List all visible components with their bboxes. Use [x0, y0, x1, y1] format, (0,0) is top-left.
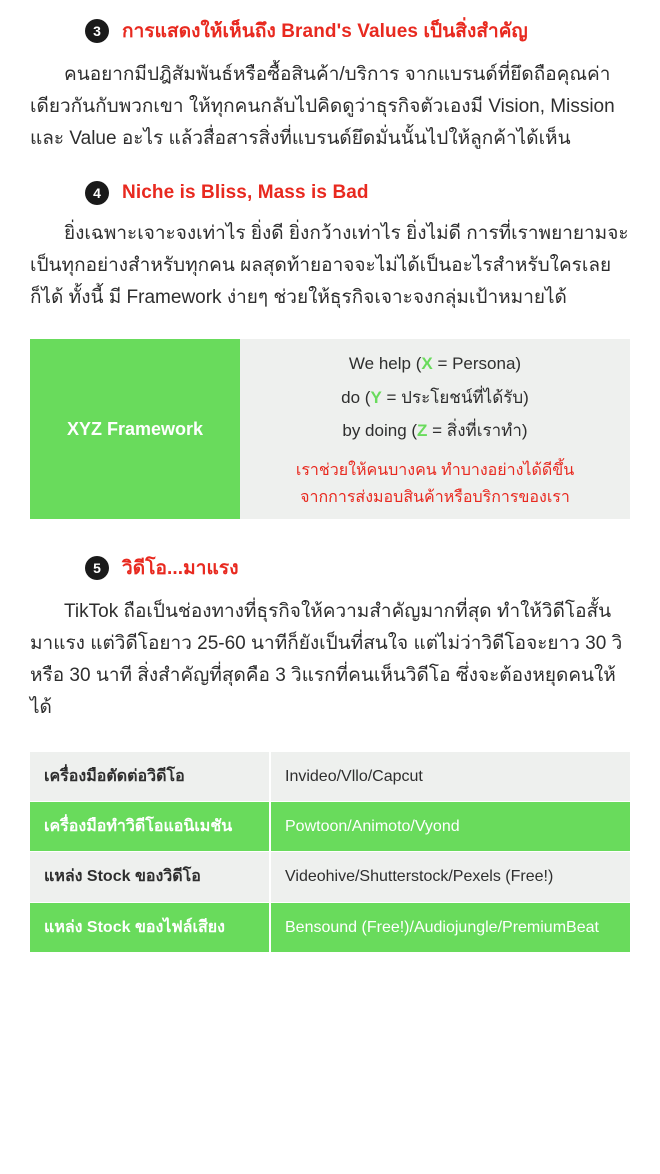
xyz-line-y-suffix: = ประโยชน์ที่ได้รับ) [381, 387, 529, 407]
xyz-variable-y: Y [370, 387, 382, 407]
section-heading-5 [30, 553, 630, 583]
table-cell-category: เครื่องมือทำวิดีโอแอนิเมชัน [30, 802, 270, 852]
section-paragraph-3: คนอยากมีปฎิสัมพันธ์หรือซื้อสินค้า/บริการ จากแบรนด์ที่ยึดถือคุณค่าเดียวกันกับพวกเขา ให้ทุกคนกลับไปคิดดูว่าธุรกิจตัวเองมี Vision, Mission และ Value อะไร แล้วสื่อสารสิ่งที่แบรนด์ยึดมั่นนั้นไปให้ลูกค้าได้เห็น [30, 64, 615, 149]
table-cell-tools: Videohive/Shutterstock/Pexels (Free!) [270, 852, 630, 902]
xyz-line-y-prefix: do ( [341, 387, 371, 407]
xyz-note-line-1: เราช่วยให้คนบางคน ทำบางอย่างได้ดีขึ้น [295, 461, 575, 479]
table-cell-tools: Bensound (Free!)/Audiojungle/PremiumBeat [270, 902, 630, 952]
table-cell-category: แหล่ง Stock ของวิดีโอ [30, 852, 270, 902]
video-tools-table [30, 752, 630, 953]
xyz-line-x-suffix: = Persona) [432, 354, 522, 374]
spacer [30, 155, 630, 181]
xyz-framework-label-cell [30, 339, 240, 519]
section-title: การแสดงให้เห็นถึง Brand's Values เป็นสิ่งสำคัญ [122, 21, 528, 42]
xyz-framework-label: XYZ Framework [66, 418, 204, 439]
xyz-line-z-prefix: by doing ( [342, 421, 418, 441]
spacer [30, 0, 630, 16]
table-cell-category: แหล่ง Stock ของไฟล์เสียง [30, 902, 270, 952]
table-row [30, 902, 630, 952]
section-heading-3 [30, 16, 630, 46]
section-number-badge: 4 [85, 181, 109, 205]
xyz-line-x-prefix: We help ( [348, 354, 422, 374]
xyz-variable-z: Z [417, 421, 428, 441]
section-number-badge: 5 [85, 556, 109, 580]
section-title: วิดีโอ...มาแรง [122, 558, 239, 580]
xyz-line-y [341, 382, 529, 413]
table-cell-tools: Invideo/Vllo/Capcut [270, 752, 630, 802]
table-row [30, 852, 630, 902]
xyz-framework-panel [30, 339, 630, 519]
xyz-line-x [349, 348, 521, 379]
section-paragraph-5: TikTok ถือเป็นช่องทางที่ธุรกิจให้ความสำคัญมากที่สุด ทำให้วิดีโอสั้นมาแรง แต่วิดีโอยาว 25-60 นาทีก็ยังเป็นที่สนใจ แต่ไม่ว่าวิดีโอจะยาว 30 วิ หรือ 30 นาที สิ่งสำคัญที่สุดคือ 3 วิแรกที่คนเห็นวิดีโอ ซึ่งจะต้องหยุดคนให้ได้ [30, 601, 623, 719]
xyz-line-z-suffix: = สิ่งที่เราทำ) [427, 421, 528, 441]
xyz-note-line-2: จากการส่งมอบสินค้าหรือบริการของเรา [300, 489, 570, 507]
table-cell-tools: Powtoon/Animoto/Vyond [270, 802, 630, 852]
section-paragraph-4: ยิ่งเฉพาะเจาะจงเท่าไร ยิ่งดี ยิ่งกว้างเท่าไร ยิ่งไม่ดี การที่เราพยายามจะเป็นทุกอย่างสำหรับทุกคน ผลสุดท้ายอาจจะไม่ได้เป็นอะไรสำหรับใครเลยก็ได้ ทั้งนี้ มี Framework ง่ายๆ ช่วยให้ธุรกิจเจาะจงกลุ่มเป้าหมายได้ [30, 222, 629, 308]
table-row [30, 802, 630, 852]
xyz-line-z [342, 415, 527, 446]
xyz-framework-content [240, 339, 630, 519]
table-cell-category: เครื่องมือตัดต่อวิดีโอ [30, 752, 270, 802]
table-row [30, 752, 630, 802]
section-title: Niche is Bliss, Mass is Bad [122, 181, 369, 203]
xyz-variable-x: X [421, 354, 433, 374]
section-heading-4 [30, 181, 630, 205]
spacer [30, 519, 630, 553]
section-number-badge: 3 [85, 19, 109, 43]
